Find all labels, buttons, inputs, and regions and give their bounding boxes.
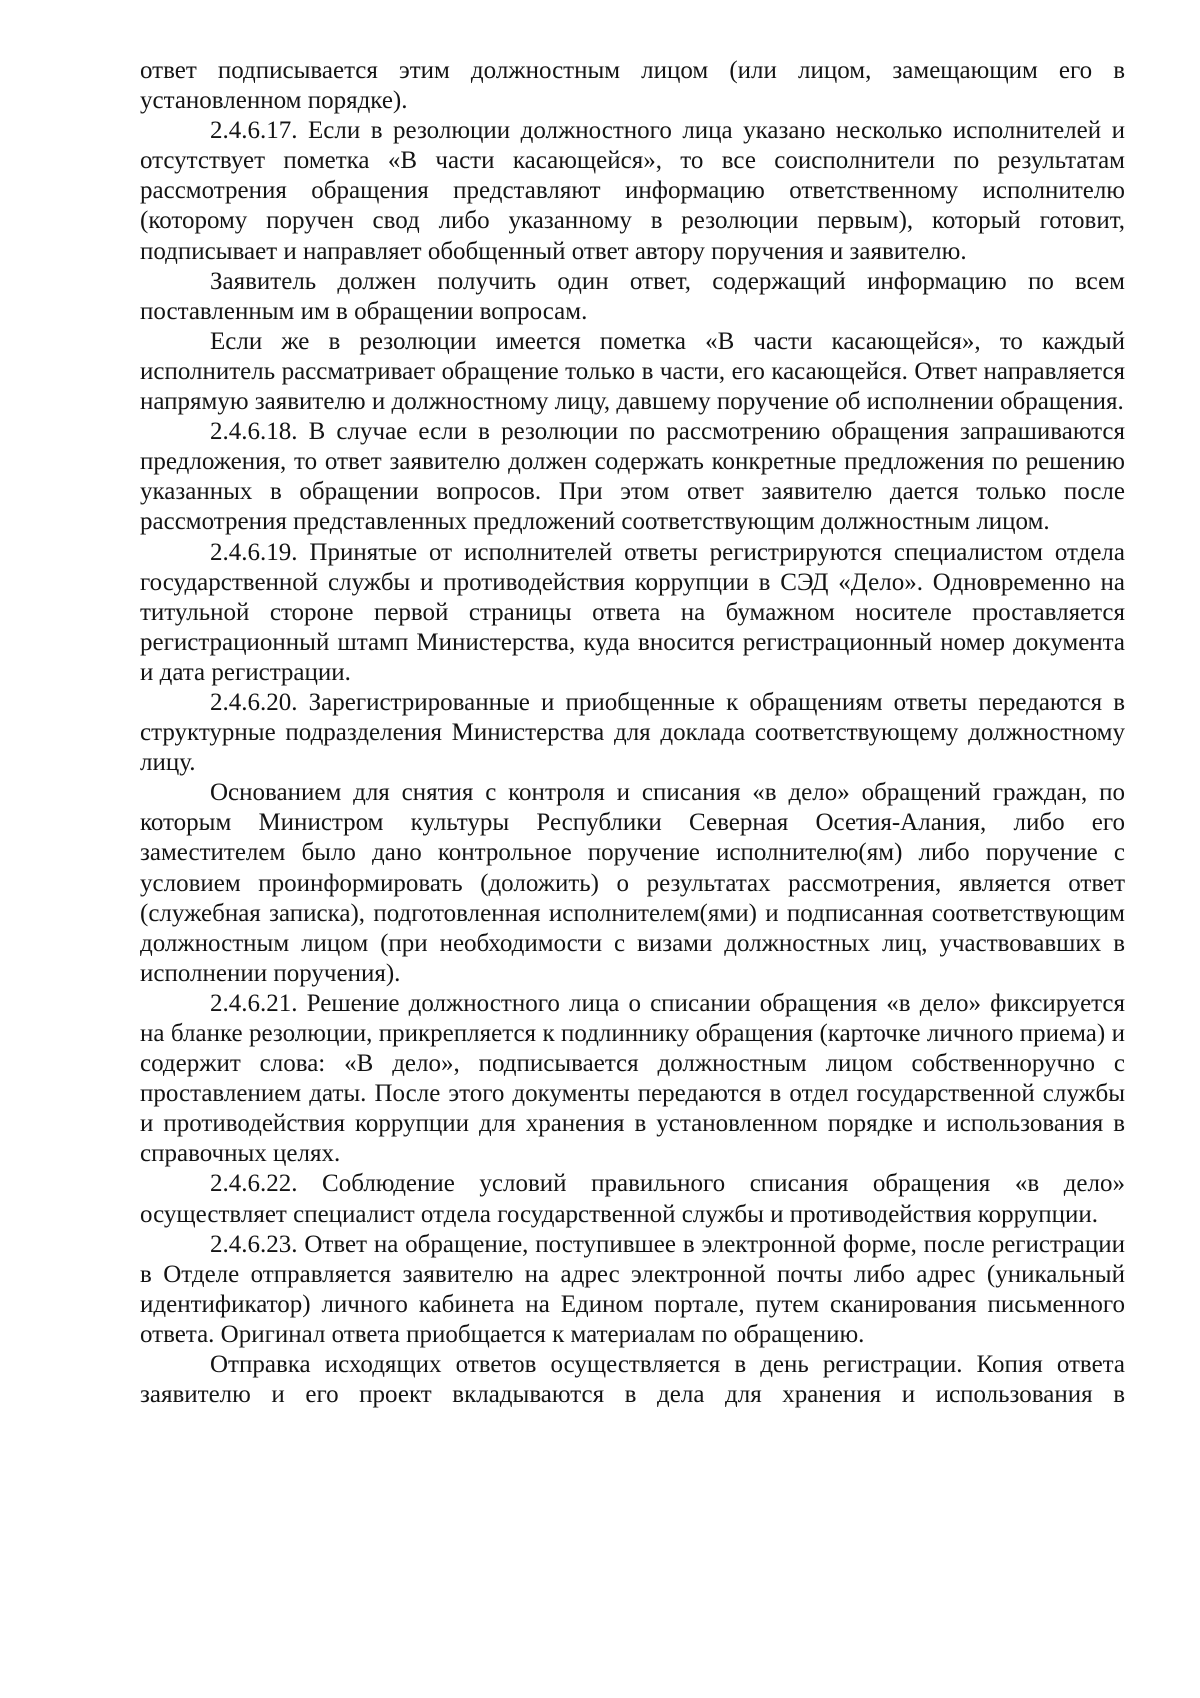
paragraph-outgoing-answers: Отправка исходящих ответов осуществляется в день регистрации. Копия ответа заявителю и его проект вкладываются в дела для хранения и использования в [140, 1351, 1125, 1409]
paragraph-continuation: ответ подписывается этим должностным лицом (или лицом, замещающим его в установленном порядке). [140, 57, 1125, 115]
paragraph-2-4-6-22: 2.4.6.22. Соблюдение условий правильного списания обращения «в дело» осуществляет специалист отдела государственной службы и противодействия коррупции. [140, 1170, 1125, 1228]
paragraph-single-answer: Заявитель должен получить один ответ, содержащий информацию по всем поставленным им в обращении вопросам. [140, 267, 1125, 325]
paragraph-2-4-6-20: 2.4.6.20. Зарегистрированные и приобщенные к обращениям ответы передаются в структурные подразделения Министерства для доклада соответствующему должностному лицу. [140, 688, 1125, 777]
paragraph-2-4-6-23: 2.4.6.23. Ответ на обращение, поступившее в электронной форме, после регистрации в Отделе отправляется заявителю на адрес электронной почты либо адрес (уникальный идентификатор) личного кабинета на Едином портале, путем сканирования письменного ответа. Оригинал ответа приобщается к материалам по обращению. [140, 1230, 1125, 1348]
paragraph-2-4-6-19: 2.4.6.19. Принятые от исполнителей ответы регистрируются специалистом отдела государственной службы и противодействия коррупции в СЭД «Дело». Одновременно на титульной стороне первой страницы ответа на бумажном носителе проставляется регистрационный штамп Министерства, куда вносится регистрационный номер документа и дата регистрации. [140, 538, 1125, 686]
paragraph-control-removal: Основанием для снятия с контроля и списания «в дело» обращений граждан, по которым Министром культуры Республики Северная Осетия-Алания, либо его заместителем было дано контрольное поручение исполнителю(ям) либо поручение с условием проинформировать (доложить) о результатах рассмотрения, является ответ (служебная записка), подготовленная исполнителем(ями) и подписанная соответствующим должностным лицом (при необходимости с визами должностных лиц, участвовавших в исполнении поручения). [140, 779, 1125, 987]
paragraph-2-4-6-18: 2.4.6.18. В случае если в резолюции по рассмотрению обращения запрашиваются предложения, то ответ заявителю должен содержать конкретные предложения по решению указанных в обращении вопросов. При этом ответ заявителю дается только после рассмотрения представленных предложений соответствующим должностным лицом. [140, 418, 1125, 536]
paragraph-partial-concern: Если же в резолюции имеется пометка «В части касающейся», то каждый исполнитель рассматривает обращение только в части, его касающейся. Ответ направляется напрямую заявителю и должностному лицу, давшему поручение об исполнении обращения. [140, 327, 1125, 416]
paragraph-2-4-6-17: 2.4.6.17. Если в резолюции должностного лица указано несколько исполнителей и отсутствует пометка «В части касающейся», то все соисполнители по результатам рассмотрения обращения представляют информацию ответственному исполнителю (которому поручен свод либо указанному в резолюции первым), который готовит, подписывает и направляет обобщенный ответ автору поручения и заявителю. [140, 117, 1125, 265]
document-page [140, 56, 1125, 1410]
paragraph-2-4-6-21: 2.4.6.21. Решение должностного лица о списании обращения «в дело» фиксируется на бланке резолюции, прикрепляется к подлиннику обращения (карточке личного приема) и содержит слова: «В дело», подписывается должностным лицом собственноручно с проставлением даты. После этого документы передаются в отдел государственной службы и противодействия коррупции для хранения в установленном порядке и использования в справочных целях. [140, 989, 1125, 1168]
